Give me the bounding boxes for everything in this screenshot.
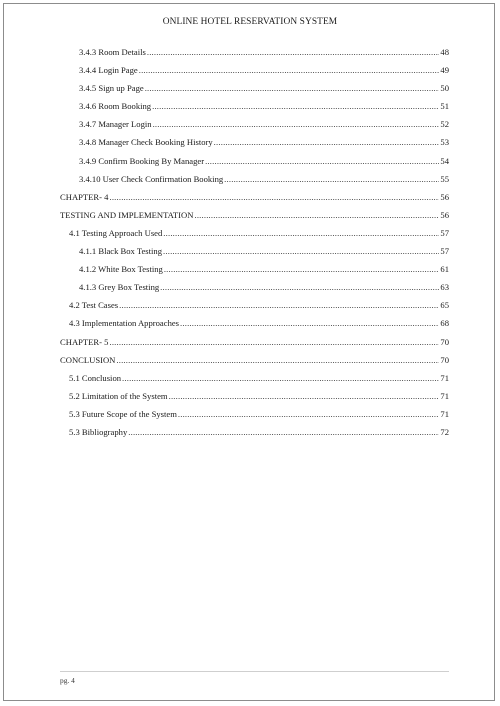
toc-entry[interactable] [60,119,449,137]
toc-dot-leader [145,83,440,93]
toc-entry[interactable] [60,264,449,282]
toc-entry-title: 3.4.9 Confirm Booking By Manager [79,155,205,166]
toc-entry[interactable] [60,337,449,355]
toc-entry[interactable] [60,174,449,192]
toc-entry[interactable] [60,192,449,210]
toc-dot-leader [152,101,439,111]
toc-entry-page-number: 71 [440,372,449,383]
toc-entry-title: 3.4.3 Room Details [79,47,146,57]
toc-entry-title: 4.1.3 Grey Box Testing [79,282,160,293]
running-header: ONLINE HOTEL RESERVATION SYSTEM [162,17,338,27]
toc-dot-leader [160,282,439,292]
toc-entry-title: 4.2 Test Cases [69,300,119,311]
toc-entry[interactable] [60,210,449,228]
toc-entry-title: 5.1 Conclusion [69,372,122,383]
toc-entry-page-number: 50 [440,83,449,94]
toc-dot-leader [147,47,440,57]
toc-entry-page-number: 57 [440,246,449,257]
toc-entry-title: CHAPTER- 4 [60,191,109,202]
toc-entry-page-number: 71 [440,390,449,401]
toc-entry-title: 4.1.1 Black Box Testing [79,246,163,257]
toc-entry[interactable] [60,373,449,391]
toc-dot-leader [194,210,439,220]
toc-dot-leader [163,228,439,238]
toc-entry[interactable] [60,47,449,65]
toc-entry-title: 3.4.4 Login Page [79,65,138,76]
toc-dot-leader [109,192,439,202]
toc-dot-leader [128,427,439,437]
toc-entry[interactable] [60,282,449,300]
toc-entry[interactable] [60,409,449,427]
toc-dot-leader [153,119,440,129]
toc-entry-title: 3.4.10 User Check Confirmation Booking [79,173,224,184]
toc-dot-leader [122,373,439,383]
toc-entry-page-number: 53 [440,137,449,148]
page-number-footer: pg. 4 [60,676,75,685]
toc-entry-title: TESTING AND IMPLEMENTATION [60,209,194,220]
toc-entry-page-number: 56 [440,191,449,202]
toc-entry[interactable] [60,101,449,119]
footer-divider [60,671,449,672]
toc-dot-leader [116,355,439,365]
toc-entry-title: 5.3 Future Scope of the System [69,408,177,419]
toc-entry-page-number: 56 [440,209,449,220]
toc-entry-title: 3.4.7 Manager Login [79,119,152,130]
toc-entry[interactable] [60,246,449,264]
toc-entry-page-number: 52 [440,119,449,130]
toc-entry-page-number: 48 [440,47,449,57]
toc-entry-title: CHAPTER- 5 [60,336,109,347]
toc-entry-title: 4.3 Implementation Approaches [69,318,180,329]
toc-entry[interactable] [60,137,449,155]
toc-entry[interactable] [60,355,449,373]
toc-entry[interactable] [60,391,449,409]
toc-dot-leader [169,391,440,401]
toc-entry-page-number: 70 [440,336,449,347]
toc-entry-title: 4.1 Testing Approach Used [69,227,163,238]
toc-dot-leader [163,246,439,256]
toc-entry-title: 3.4.8 Manager Check Booking History [79,137,213,148]
toc-entry-title: 5.3 Bibliography [69,426,128,437]
toc-dot-leader [119,300,439,310]
toc-dot-leader [164,264,440,274]
toc-entry-title: 3.4.5 Sign up Page [79,83,144,94]
toc-entry[interactable] [60,156,449,174]
toc-entry-page-number: 63 [440,282,449,293]
toc-entry[interactable] [60,427,449,445]
toc-entry[interactable] [60,83,449,101]
toc-entry-page-number: 57 [440,227,449,238]
toc-entry-title: CONCLUSION [60,354,116,365]
toc-entry-page-number: 49 [440,65,449,76]
toc-dot-leader [205,156,439,166]
toc-entry-title: 4.1.2 White Box Testing [79,264,163,275]
toc-entry-page-number: 68 [440,318,449,329]
toc-entry-page-number: 65 [440,300,449,311]
toc-entry-page-number: 71 [440,408,449,419]
toc-entry-page-number: 55 [440,173,449,184]
toc-entry-page-number: 72 [440,426,449,437]
toc-entry[interactable] [60,300,449,318]
toc-entry-page-number: 61 [440,264,449,275]
toc-entry[interactable] [60,228,449,246]
toc-entry-page-number: 54 [440,155,449,166]
toc-entry-title: 5.2 Limitation of the System [69,390,168,401]
toc-dot-leader [109,337,439,347]
table-of-contents [60,47,449,445]
toc-dot-leader [180,318,439,328]
toc-entry[interactable] [60,318,449,336]
toc-dot-leader [214,137,440,147]
toc-entry-page-number: 70 [440,354,449,365]
toc-entry-title: 3.4.6 Room Booking [79,101,152,112]
toc-entry-page-number: 51 [440,101,449,112]
toc-dot-leader [139,65,440,75]
toc-dot-leader [178,409,440,419]
toc-entry[interactable] [60,65,449,83]
toc-dot-leader [224,174,439,184]
